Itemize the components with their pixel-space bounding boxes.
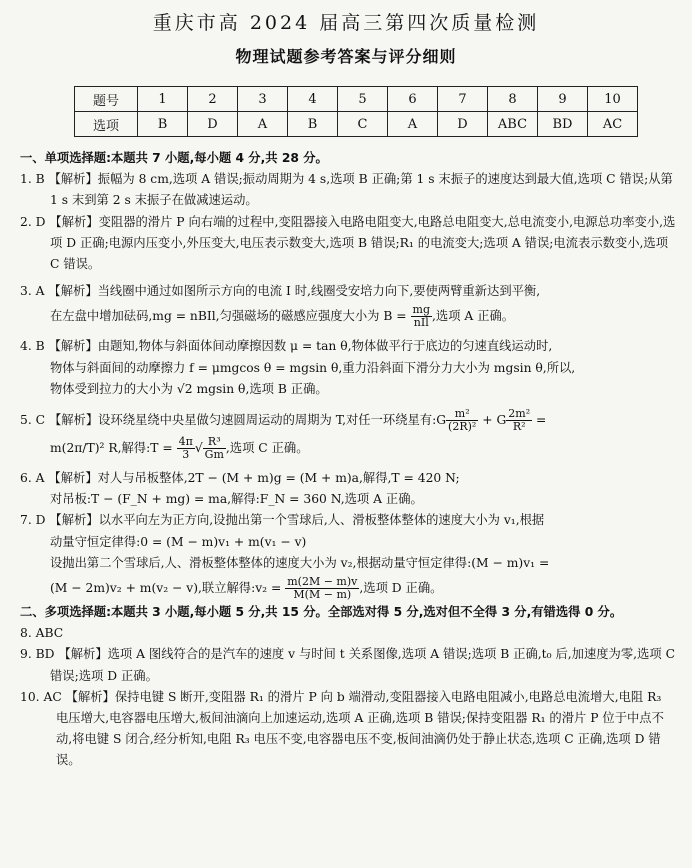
question-number: 7 — [438, 87, 488, 112]
answer-cell: C — [338, 112, 388, 137]
q5-plus: + G — [478, 413, 507, 428]
q5-text: 5. C 【解析】设环绕星绕中央星做匀速圆周运动的周期为 T,对任一环绕星有:G — [20, 413, 447, 428]
answer-cell: A — [238, 112, 288, 137]
fraction-denominator: nIl — [413, 316, 429, 330]
q5-fraction-1 — [446, 408, 478, 433]
q5-equals: = — [532, 413, 547, 428]
explanation-q5 — [20, 406, 676, 462]
section-heading-multi-choice: 二、多项选择题:本题共 3 小题,每小题 5 分,共 15 分。全部选对得 5 分,选对但不全得 3 分,有错选得 0 分。 — [20, 605, 623, 620]
q5-fraction-3 — [177, 436, 195, 461]
explanation-q7 — [20, 510, 676, 602]
option-row-label: 选项 — [75, 112, 138, 137]
explanation-q2: 2. D 【解析】变阻器的滑片 P 向右端的过程中,变阻器接入电路电阻变大,电路总电阻变大,总电流变小,电源总功率变小,选项 D 正确;电源内压变小,外压变大,电压表示数变大,选项 B 错误;R₁ 的电流变大;选项 A 错误;电流表示数变小,选项 C 错误。 — [20, 214, 676, 272]
answer-cell: A — [388, 112, 438, 137]
fraction-denominator: (2R)² — [448, 420, 477, 434]
answer-cell: AC — [588, 112, 638, 137]
explanation-q3 — [20, 281, 676, 330]
question-number: 1 — [138, 87, 188, 112]
q3-line-1: 3. A 【解析】当线圈中通过如图所示方向的电流 I 时,线圈受安培力向下,要使两臂重新达到平衡, — [20, 284, 541, 299]
fraction-denominator: R² — [512, 420, 526, 434]
q7-line-3: 设抛出第二个雪球后,人、滑板整体整体的速度大小为 v₂,根据动量守恒定律得:(M − m)v₁ = — [50, 555, 550, 570]
q7-tail: ,选项 D 正确。 — [359, 581, 443, 596]
document-title: 重庆市高 2024 届高三第四次质量检测 — [152, 12, 540, 34]
q4-line-1: 4. B 【解析】由题知,物体与斜面体间动摩擦因数 μ = tan θ,物体做平行于底边的匀速直线运动时, — [20, 339, 553, 354]
explanation-q8: 8. ABC — [20, 626, 64, 641]
q5-fraction-2 — [506, 408, 532, 433]
answer-cell: D — [188, 112, 238, 137]
q5-text-2: m(2π/T)² R,解得:T = — [50, 441, 177, 456]
sqrt-sign: √ — [194, 441, 203, 456]
question-number: 9 — [538, 87, 588, 112]
q5-line-1 — [20, 406, 676, 434]
number-row-label: 题号 — [75, 87, 138, 112]
fraction-numerator: mg — [412, 303, 431, 317]
q3-fraction — [411, 304, 432, 329]
fraction-denominator: 3 — [182, 448, 190, 462]
question-number: 10 — [588, 87, 638, 112]
explanation-q1: 1. B 【解析】振幅为 8 cm,选项 A 错误;振动周期为 4 s,选项 B 正确;第 1 s 末振子的速度达到最大值,选项 C 错误;从第 1 s 末到第 2 s 末振子在做减速运动。 — [20, 172, 673, 208]
question-number: 8 — [488, 87, 538, 112]
q6-line-1: 6. A 【解析】对人与吊板整体,2T − (M + m)g = (M + m)a,解得,T = 420 N; — [20, 471, 460, 486]
q7-fraction — [285, 576, 359, 601]
fraction-numerator: R³ — [203, 436, 226, 449]
question-number: 2 — [188, 87, 238, 112]
question-number: 5 — [338, 87, 388, 112]
answer-table-number-row — [75, 87, 638, 112]
section-heading-single-choice: 一、单项选择题:本题共 7 小题,每小题 4 分,共 28 分。 — [20, 151, 328, 165]
fraction-numerator: m(2M − m)v — [287, 575, 358, 589]
fraction-denominator: M(M − m) — [293, 588, 352, 602]
q7-line-2: 动量守恒定律得:0 = (M − m)v₁ + m(v₁ − v) — [50, 534, 307, 549]
q7-line-4 — [20, 574, 676, 602]
fraction-numerator: m² — [446, 408, 478, 421]
answer-cell: ABC — [488, 112, 538, 137]
q5-line-2 — [20, 434, 676, 462]
explanation-q10: 10. AC 【解析】保持电键 S 断开,变阻器 R₁ 的滑片 P 向 b 端滑动,变阻器接入电路电阻减小,电路总电流增大,电阻 R₃ 电压增大,电容器电压增大,板间油滴向上加速运动,选项 A 正确,选项 B 错误;保持变阻器 R₁ 的滑片 P 位于中点不动,将电键 S 闭合,经分析知,电阻 R₃ 电压不变,电容器电压不变,板间油滴仍处于静止状态,选项 C 正确,选项 D 错误。 — [20, 689, 664, 768]
q4-line-2: 物体与斜面间的动摩擦力 f = μmgcos θ = mgsin θ,重力沿斜面下滑分力大小为 mgsin θ,所以, — [50, 360, 576, 375]
q7-text: (M − 2m)v₂ + m(v₂ − v),联立解得:v₂ = — [50, 581, 286, 596]
q5-sqrt-fraction — [203, 436, 226, 461]
answer-cell: B — [288, 112, 338, 137]
q6-line-2: 对吊板:T − (F_N + mg) = ma,解得:F_N = 360 N,选项 A 正确。 — [50, 492, 423, 507]
answer-explanations — [20, 148, 676, 772]
fraction-numerator: 2m² — [508, 407, 531, 421]
q5-tail: ,选项 C 正确。 — [225, 441, 309, 456]
q4-line-3: 物体受到拉力的大小为 √2 mgsin θ,选项 B 正确。 — [50, 381, 328, 396]
answer-table-option-row — [75, 112, 638, 137]
q3-tail: ,选项 A 正确。 — [432, 309, 515, 324]
fraction-denominator: Gm — [204, 448, 224, 462]
explanation-q4 — [20, 336, 676, 400]
fraction-numerator: 4π — [178, 435, 193, 449]
answer-cell: BD — [538, 112, 588, 137]
answer-table — [74, 86, 638, 137]
answer-cell: B — [138, 112, 188, 137]
explanation-q9: 9. BD 【解析】选项 A 图线符合的是汽车的速度 v 与时间 t 关系图像,选项 A 错误;选项 B 正确,t₀ 后,加速度为零,选项 C 错误;选项 D 正确。 — [20, 647, 675, 683]
q7-line-1: 7. D 【解析】以水平向左为正方向,设抛出第一个雪球后,人、滑板整体整体的速度大小为 v₁,根据 — [20, 513, 545, 528]
q3-text: 在左盘中增加砝码,mg = nBIl,匀强磁场的磁感应强度大小为 B = — [50, 309, 411, 324]
explanation-q6 — [20, 468, 676, 510]
question-number: 6 — [388, 87, 438, 112]
question-number: 4 — [288, 87, 338, 112]
q3-line-2 — [20, 302, 676, 330]
answer-cell: D — [438, 112, 488, 137]
question-number: 3 — [238, 87, 288, 112]
document-subtitle: 物理试题参考答案与评分细则 — [235, 47, 457, 66]
